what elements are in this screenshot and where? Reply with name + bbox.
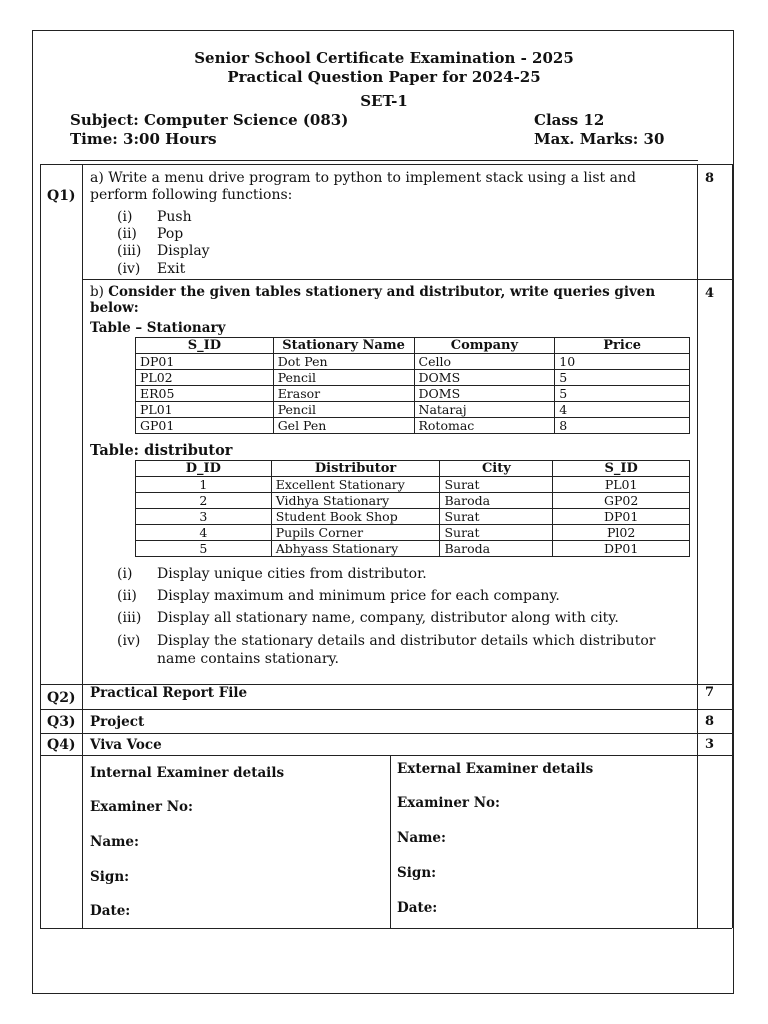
internal-date: Date: — [90, 903, 131, 919]
grid-marks-col — [697, 164, 698, 928]
table-cell: DP01 — [553, 541, 690, 557]
q1a-item-number: (iv) — [117, 261, 141, 277]
table-cell: Pencil — [273, 402, 414, 418]
column-header: Price — [555, 338, 690, 354]
table-row — [136, 402, 690, 418]
table-cell: 5 — [555, 386, 690, 402]
table-cell: Baroda — [440, 493, 553, 509]
distributor-table — [135, 460, 690, 557]
table-cell: 4 — [555, 402, 690, 418]
table-cell: GP02 — [553, 493, 690, 509]
q1b-item-number: (iii) — [117, 610, 142, 626]
q1b-item-text: Display the stationary details and distributor details which distributor — [157, 633, 656, 649]
external-examiner-no: Examiner No: — [397, 795, 501, 811]
table-cell: Rotomac — [414, 418, 555, 434]
q1b-item — [117, 588, 560, 604]
q1b-item-number: (iv) — [117, 633, 141, 649]
table-cell: Excellent Stationary — [271, 477, 440, 493]
q3-text: Project — [90, 714, 145, 730]
external-date: Date: — [397, 900, 438, 916]
q1b-text-line2: below: — [90, 300, 139, 316]
table-row — [136, 493, 690, 509]
external-sign: Sign: — [397, 865, 437, 881]
table-cell: DOMS — [414, 370, 555, 386]
table-cell: 5 — [136, 541, 272, 557]
stationary-table — [135, 337, 690, 434]
table-cell: PL01 — [553, 477, 690, 493]
table-cell: DP01 — [136, 354, 274, 370]
table-cell: PL02 — [136, 370, 274, 386]
q4-text: Viva Voce — [90, 737, 162, 753]
column-header: S_ID — [136, 338, 274, 354]
internal-examiner-title: Internal Examiner details — [90, 765, 285, 781]
q1a-item — [117, 243, 210, 259]
table-cell: 10 — [555, 354, 690, 370]
table-cell: Surat — [440, 477, 553, 493]
table-row — [136, 509, 690, 525]
q1b-marks: 4 — [705, 286, 715, 301]
table-row — [136, 354, 690, 370]
paper-title: Practical Question Paper for 2024-25 — [227, 68, 541, 86]
q2-number: Q2) — [47, 690, 76, 706]
q1b-item-text: Display all stationary name, company, distributor along with city. — [157, 610, 619, 626]
table-cell: Baroda — [440, 541, 553, 557]
table-cell: ER05 — [136, 386, 274, 402]
table-cell: PL01 — [136, 402, 274, 418]
header-rule — [70, 160, 698, 161]
table-cell: DOMS — [414, 386, 555, 402]
q1a-text-line2: perform following functions: — [90, 187, 293, 203]
q1b-item — [117, 633, 655, 649]
q1b-instruction: Consider the given tables stationery and distributor, write queries given — [108, 284, 656, 300]
column-header: S_ID — [553, 461, 690, 477]
grid-num-col — [82, 164, 83, 928]
q1a-item-number: (iii) — [117, 243, 142, 259]
grid-line-q4-exam — [40, 755, 732, 756]
column-header: Stationary Name — [273, 338, 414, 354]
q2-marks: 7 — [705, 685, 715, 700]
table-cell: Pl02 — [553, 525, 690, 541]
table-cell: 4 — [136, 525, 272, 541]
table-cell: Gel Pen — [273, 418, 414, 434]
q1a-item-number: (ii) — [117, 226, 137, 242]
q1a-item — [117, 226, 183, 242]
column-header: D_ID — [136, 461, 272, 477]
set-label: SET-1 — [360, 92, 408, 110]
table-cell: Pencil — [273, 370, 414, 386]
q2-text: Practical Report File — [90, 685, 248, 701]
table-cell: DP01 — [553, 509, 690, 525]
table-cell: 5 — [555, 370, 690, 386]
table2-title: Table: distributor — [90, 442, 233, 459]
q1b-prefix: b) — [90, 284, 109, 300]
grid-left — [40, 164, 41, 928]
grid-bottom — [40, 928, 732, 929]
table-cell: Surat — [440, 525, 553, 541]
grid-line-q2-q3 — [40, 709, 732, 710]
table-cell: Erasor — [273, 386, 414, 402]
table-cell: Dot Pen — [273, 354, 414, 370]
table-header-row — [136, 338, 690, 354]
table-row — [136, 386, 690, 402]
q3-marks: 8 — [705, 714, 715, 729]
table-cell: Nataraj — [414, 402, 555, 418]
q1b-text-line1 — [90, 284, 655, 300]
external-name: Name: — [397, 830, 446, 846]
q1a-item — [117, 209, 192, 225]
subject-label: Subject: Computer Science (083) — [70, 111, 349, 129]
q1a-item-text: Exit — [157, 261, 186, 277]
column-header: Company — [414, 338, 555, 354]
table-cell: Cello — [414, 354, 555, 370]
table-row — [136, 477, 690, 493]
table-cell: Student Book Shop — [271, 509, 440, 525]
table-row — [136, 541, 690, 557]
q1a-item-number: (i) — [117, 209, 133, 225]
q1b-item-text: Display maximum and minimum price for each company. — [157, 588, 560, 604]
q1b-item-number: (i) — [117, 566, 133, 582]
internal-name: Name: — [90, 834, 139, 850]
q1a-text-line1: a) Write a menu drive program to python to implement stack using a list and — [90, 170, 636, 186]
q1a-marks: 8 — [705, 171, 715, 186]
q1a-item-text: Pop — [157, 226, 184, 242]
column-header: City — [440, 461, 553, 477]
external-examiner-title: External Examiner details — [397, 761, 594, 777]
q4-marks: 3 — [705, 737, 715, 752]
internal-sign: Sign: — [90, 869, 130, 885]
column-header: Distributor — [271, 461, 440, 477]
time-label: Time: 3:00 Hours — [70, 130, 217, 148]
table-cell: 8 — [555, 418, 690, 434]
grid-examiner-divider — [390, 755, 391, 928]
q1b-item — [117, 610, 619, 626]
table-cell: 3 — [136, 509, 272, 525]
grid-line-q1a-b — [82, 279, 732, 280]
q3-number: Q3) — [47, 714, 76, 730]
table-row — [136, 370, 690, 386]
grid-right — [732, 164, 733, 928]
q1b-item-text: Display unique cities from distributor. — [157, 566, 427, 582]
class-label: Class 12 — [534, 111, 605, 129]
q1b-item — [117, 566, 427, 582]
table-header-row — [136, 461, 690, 477]
max-marks-label: Max. Marks: 30 — [534, 130, 665, 148]
table-row — [136, 418, 690, 434]
table-cell: GP01 — [136, 418, 274, 434]
internal-examiner-no: Examiner No: — [90, 799, 194, 815]
table-cell: Pupils Corner — [271, 525, 440, 541]
table1-title: Table – Stationary — [90, 320, 226, 336]
q1a-item-text: Push — [157, 209, 192, 225]
grid-top — [40, 164, 732, 165]
q1b-item-continuation: name contains stationary. — [157, 651, 340, 667]
q1b-item-number: (ii) — [117, 588, 137, 604]
q1a-item-text: Display — [157, 243, 210, 259]
table-cell: 2 — [136, 493, 272, 509]
q4-number: Q4) — [47, 737, 76, 753]
q1a-item — [117, 261, 185, 277]
table-cell: Surat — [440, 509, 553, 525]
table-row — [136, 525, 690, 541]
grid-line-q3-q4 — [40, 733, 732, 734]
table-cell: Abhyass Stationary — [271, 541, 440, 557]
table-cell: Vidhya Stationary — [271, 493, 440, 509]
exam-title: Senior School Certificate Examination - 2025 — [194, 49, 574, 67]
table-cell: 1 — [136, 477, 272, 493]
q1-number: Q1) — [47, 188, 76, 204]
